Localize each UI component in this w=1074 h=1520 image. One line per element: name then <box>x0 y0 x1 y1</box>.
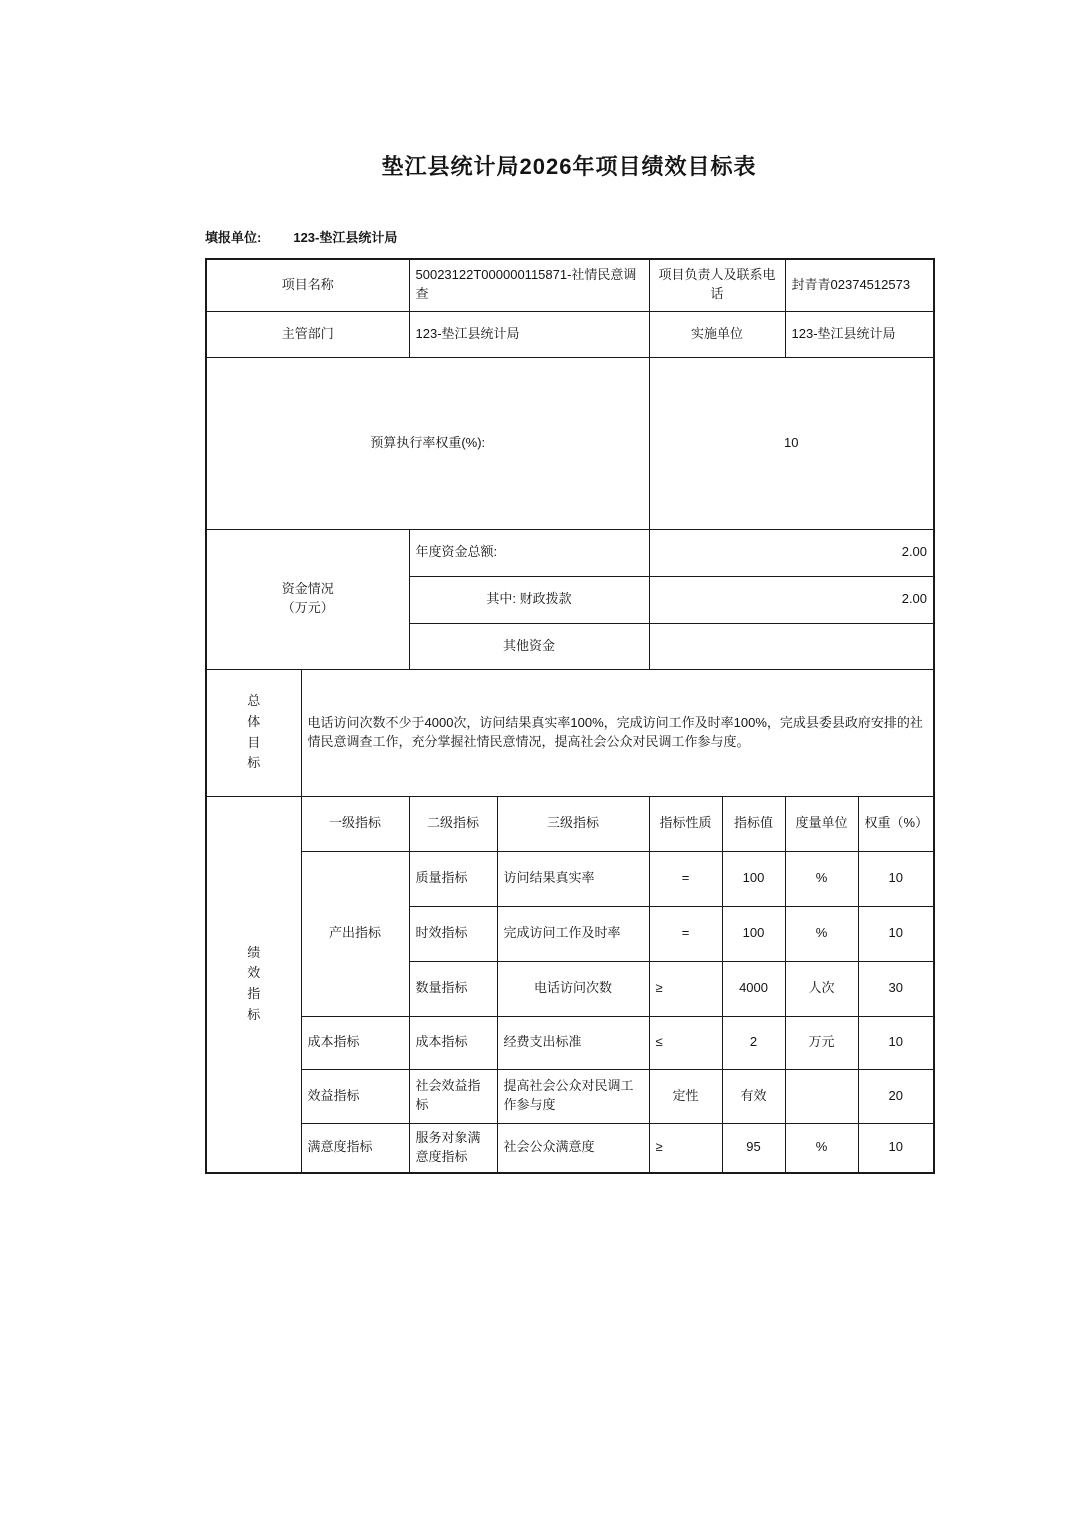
indicator-nature-cell: ≥ <box>649 1123 722 1173</box>
indicator-level3-cell: 访问结果真实率 <box>497 851 649 906</box>
indicator-nature-cell: 定性 <box>649 1069 722 1123</box>
indicator-level1-cell: 成本指标 <box>301 1016 409 1069</box>
indicator-row <box>206 851 934 906</box>
indicator-unit-cell: % <box>785 1123 858 1173</box>
contact-label-cell: 项目负责人及联系电话 <box>649 259 785 311</box>
indicator-value-cell: 100 <box>722 851 785 906</box>
indicator-row <box>206 1123 934 1173</box>
department-value-cell: 123-垫江县统计局 <box>409 311 649 357</box>
budget-rate-value-cell: 10 <box>649 357 934 529</box>
indicator-value-cell: 2 <box>722 1016 785 1069</box>
project-name-label-cell: 项目名称 <box>206 259 409 311</box>
funding-label-line2: （万元） <box>281 600 334 615</box>
indicator-unit-cell: % <box>785 906 858 961</box>
indicator-header-nature: 指标性质 <box>649 796 722 851</box>
indicator-nature-cell: = <box>649 906 722 961</box>
implement-unit-value-cell: 123-垫江县统计局 <box>785 311 934 357</box>
indicator-unit-cell <box>785 1069 858 1123</box>
indicator-level2-cell: 服务对象满意度指标 <box>409 1123 497 1173</box>
table-row <box>206 311 934 357</box>
funding-item-value <box>649 623 934 669</box>
indicator-weight-cell: 10 <box>858 851 934 906</box>
indicator-unit-cell: 万元 <box>785 1016 858 1069</box>
indicator-value-cell: 95 <box>722 1123 785 1173</box>
indicator-header-level1: 一级指标 <box>301 796 409 851</box>
project-name-value-cell: 50023122T000000115871-社情民意调查 <box>409 259 649 311</box>
indicator-level1-cell: 满意度指标 <box>301 1123 409 1173</box>
indicators-label-cell <box>206 796 301 1173</box>
indicator-row <box>206 1069 934 1123</box>
indicator-value-cell: 有效 <box>722 1069 785 1123</box>
indicator-value-cell: 4000 <box>722 961 785 1016</box>
funding-item-name: 年度资金总额: <box>409 529 649 576</box>
funding-label-line1: 资金情况 <box>281 581 334 597</box>
report-unit-label: 填报单位: <box>205 230 262 245</box>
performance-target-table <box>205 258 935 1174</box>
indicator-level2-cell: 时效指标 <box>409 906 497 961</box>
indicator-level3-cell: 电话访问次数 <box>497 961 649 1016</box>
overall-goal-label-cell <box>206 669 301 796</box>
funding-item-value: 2.00 <box>649 529 934 576</box>
overall-goal-text-cell: 电话访问次数不少于4000次，访问结果真实率100%，完成访问工作及时率100%，完成县委县政府安排的社情民意调查工作，充分掌握社情民意情况，提高社会公众对民调工作参与度。 <box>301 669 934 796</box>
budget-rate-label-cell: 预算执行率权重(%): <box>206 357 649 529</box>
indicator-header-unit: 度量单位 <box>785 796 858 851</box>
indicator-header-row <box>206 796 934 851</box>
indicator-level3-cell: 提高社会公众对民调工作参与度 <box>497 1069 649 1123</box>
funding-item-value: 2.00 <box>649 576 934 623</box>
report-unit-value: 123-垫江县统计局 <box>293 230 398 245</box>
indicator-level3-cell: 社会公众满意度 <box>497 1123 649 1173</box>
indicator-weight-cell: 20 <box>858 1069 934 1123</box>
indicator-level2-cell: 成本指标 <box>409 1016 497 1069</box>
indicator-level2-cell: 社会效益指标 <box>409 1069 497 1123</box>
report-unit-line <box>205 227 1074 246</box>
implement-unit-label-cell: 实施单位 <box>649 311 785 357</box>
indicator-level2-cell: 数量指标 <box>409 961 497 1016</box>
funding-item-name: 其他资金 <box>409 623 649 669</box>
overall-goal-row <box>206 669 934 796</box>
indicator-weight-cell: 10 <box>858 1016 934 1069</box>
overall-goal-label: 总体目标 <box>247 692 261 771</box>
indicator-level2-cell: 质量指标 <box>409 851 497 906</box>
indicator-header-value: 指标值 <box>722 796 785 851</box>
indicator-header-weight: 权重（%） <box>858 796 934 851</box>
indicator-level3-cell: 完成访问工作及时率 <box>497 906 649 961</box>
indicator-level3-cell: 经费支出标准 <box>497 1016 649 1069</box>
indicator-value-cell: 100 <box>722 906 785 961</box>
indicator-header-level3: 三级指标 <box>497 796 649 851</box>
indicator-level1-cell: 效益指标 <box>301 1069 409 1123</box>
indicator-level1-cell: 产出指标 <box>301 851 409 1016</box>
indicator-unit-cell: % <box>785 851 858 906</box>
department-label-cell: 主管部门 <box>206 311 409 357</box>
indicator-weight-cell: 10 <box>858 906 934 961</box>
table-row <box>206 259 934 311</box>
indicator-header-level2: 二级指标 <box>409 796 497 851</box>
table-row <box>206 357 934 529</box>
indicator-row <box>206 1016 934 1069</box>
indicator-nature-cell: ≥ <box>649 961 722 1016</box>
page-title: 垫江县统计局2026年项目绩效目标表 <box>381 154 757 179</box>
indicators-label: 绩效指标 <box>247 944 261 1023</box>
indicator-nature-cell: ≤ <box>649 1016 722 1069</box>
indicator-weight-cell: 10 <box>858 1123 934 1173</box>
funding-row <box>206 529 934 576</box>
indicator-unit-cell: 人次 <box>785 961 858 1016</box>
funding-label-cell <box>206 529 409 669</box>
indicator-weight-cell: 30 <box>858 961 934 1016</box>
funding-item-name: 其中: 财政拨款 <box>409 576 649 623</box>
contact-value-cell: 封青青02374512573 <box>785 259 934 311</box>
indicator-nature-cell: = <box>649 851 722 906</box>
